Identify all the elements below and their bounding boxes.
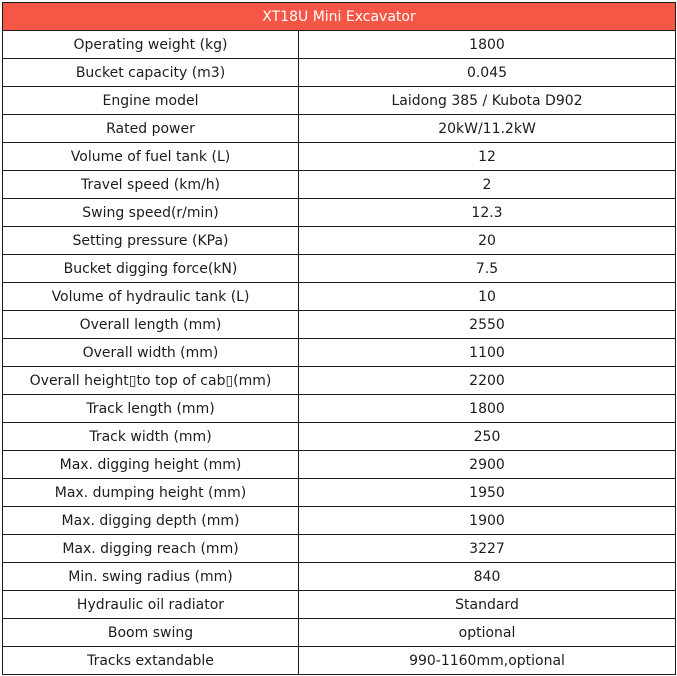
table-row (3, 59, 676, 87)
table-row (3, 479, 676, 507)
spec-table-body (3, 3, 676, 675)
spec-value: 2200 (299, 367, 676, 395)
spec-value: 840 (299, 563, 676, 591)
spec-label: Bucket capacity (m3) (3, 59, 299, 87)
spec-value: 1800 (299, 31, 676, 59)
spec-value: 1800 (299, 395, 676, 423)
spec-value: 990-1160mm,optional (299, 647, 676, 675)
spec-label: Volume of hydraulic tank (L) (3, 283, 299, 311)
spec-value: optional (299, 619, 676, 647)
spec-value: 250 (299, 423, 676, 451)
table-row (3, 647, 676, 675)
spec-label: Swing speed(r/min) (3, 199, 299, 227)
spec-label: Boom swing (3, 619, 299, 647)
spec-label: Engine model (3, 87, 299, 115)
spec-table (2, 2, 676, 675)
table-row (3, 591, 676, 619)
spec-label: Hydraulic oil radiator (3, 591, 299, 619)
table-title: XT18U Mini Excavator (3, 3, 676, 31)
spec-value: 2550 (299, 311, 676, 339)
spec-value: 7.5 (299, 255, 676, 283)
table-row (3, 199, 676, 227)
table-row (3, 115, 676, 143)
table-row (3, 451, 676, 479)
spec-value: 1950 (299, 479, 676, 507)
title-row (3, 3, 676, 31)
spec-label: Tracks extandable (3, 647, 299, 675)
spec-value: Laidong 385 / Kubota D902 (299, 87, 676, 115)
spec-label: Rated power (3, 115, 299, 143)
spec-value: Standard (299, 591, 676, 619)
spec-label: Track length (mm) (3, 395, 299, 423)
table-row (3, 31, 676, 59)
table-row (3, 423, 676, 451)
table-row (3, 507, 676, 535)
spec-label: Overall length (mm) (3, 311, 299, 339)
table-row (3, 395, 676, 423)
table-row (3, 339, 676, 367)
spec-value: 20kW/11.2kW (299, 115, 676, 143)
table-row (3, 535, 676, 563)
spec-value: 0.045 (299, 59, 676, 87)
spec-value: 12 (299, 143, 676, 171)
spec-label: Min. swing radius (mm) (3, 563, 299, 591)
spec-value: 20 (299, 227, 676, 255)
spec-value: 10 (299, 283, 676, 311)
table-row (3, 283, 676, 311)
table-row (3, 619, 676, 647)
spec-label: Overall height▯to top of cab▯(mm) (3, 367, 299, 395)
spec-label: Track width (mm) (3, 423, 299, 451)
spec-label: Max. digging depth (mm) (3, 507, 299, 535)
table-row (3, 87, 676, 115)
spec-label: Bucket digging force(kN) (3, 255, 299, 283)
spec-label: Max. digging height (mm) (3, 451, 299, 479)
spec-value: 3227 (299, 535, 676, 563)
table-row (3, 563, 676, 591)
spec-value: 2 (299, 171, 676, 199)
spec-value: 1900 (299, 507, 676, 535)
spec-label: Max. digging reach (mm) (3, 535, 299, 563)
spec-value: 12.3 (299, 199, 676, 227)
table-row (3, 143, 676, 171)
table-row (3, 171, 676, 199)
spec-value: 2900 (299, 451, 676, 479)
spec-value: 1100 (299, 339, 676, 367)
spec-label: Setting pressure (KPa) (3, 227, 299, 255)
table-row (3, 255, 676, 283)
spec-label: Overall width (mm) (3, 339, 299, 367)
spec-label: Travel speed (km/h) (3, 171, 299, 199)
spec-label: Volume of fuel tank (L) (3, 143, 299, 171)
table-row (3, 367, 676, 395)
spec-label: Operating weight (kg) (3, 31, 299, 59)
table-row (3, 227, 676, 255)
spec-label: Max. dumping height (mm) (3, 479, 299, 507)
table-row (3, 311, 676, 339)
